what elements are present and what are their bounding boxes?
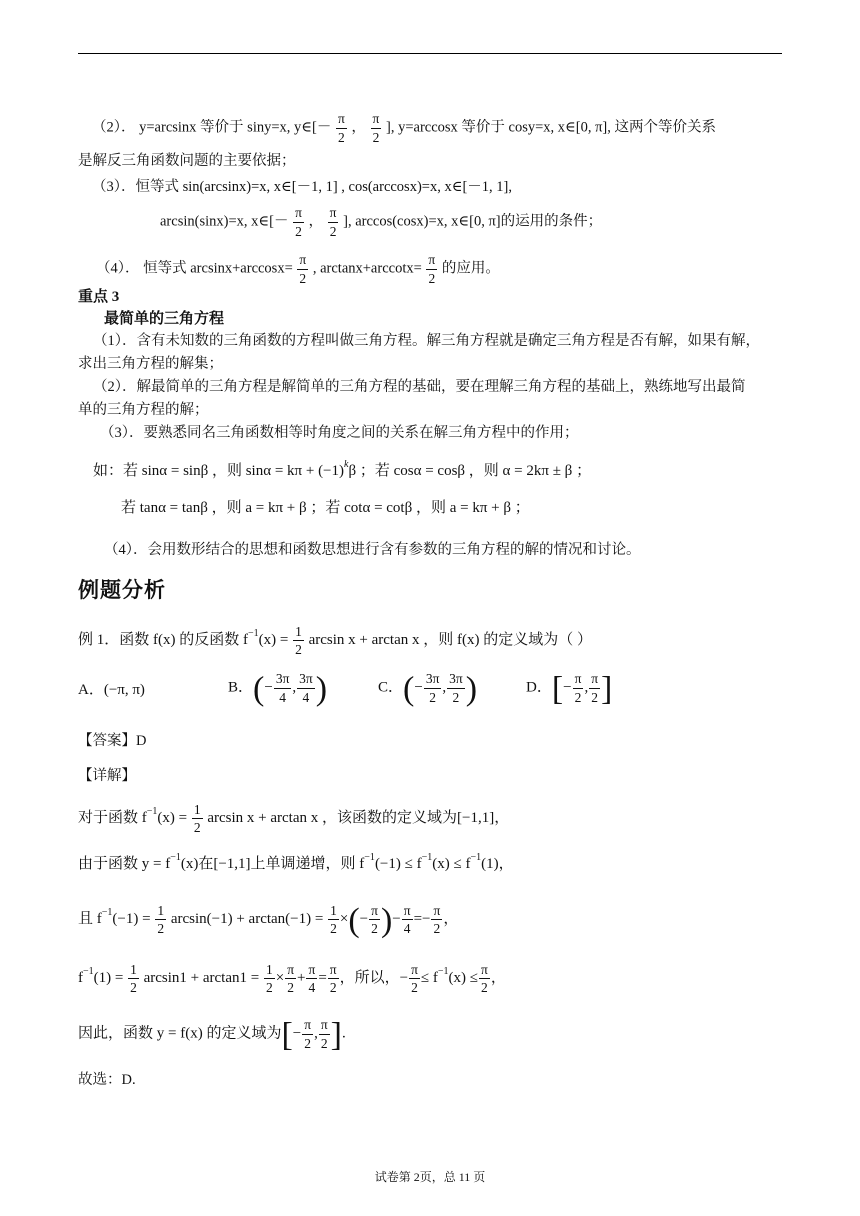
key3-line2: 求出三角方程的解集； — [78, 356, 223, 372]
solution-line-3: 且 $f^{-1}(-1)$ = $\frac{1}{2}$ arcsin(−1) + arctan(−1) = $\frac{1}{2}$ ×(− $\frac{\pi}{2}$ )− $\frac{\pi}{4}$ =− $\frac{\pi}{2}$ ， — [78, 902, 459, 939]
key3-formula-1: 如：若 sinα = sinβ ，则 $\sin\alpha = k\pi + (-1)^k\beta$ ；若 cosα = cosβ ，则 α = 2kπ ± β ； — [93, 459, 592, 479]
fraction: $\frac{\pi}{2}$ — [337, 111, 345, 145]
section-subtitle: 最简单的三角方程 — [104, 311, 225, 327]
fraction: $\frac{\pi}{2}$ — [299, 252, 307, 286]
key3-line1: （1）．含有未知数的三角函数的方程叫做三角方程。解三角方程就是确定三角方程是否有解，如果有解， — [93, 333, 760, 349]
key3-line8: （4）．会用数形结合的思想和函数思想进行含有参数的三角方程的解的情况和讨论。 — [104, 542, 641, 558]
page-footer: 试卷第 2页，总 11 页 — [374, 1170, 486, 1184]
item-3-line1: （3）．恒等式 sin(arcsinx)=x, x∈[－1, 1] , cos(arccosx)=x, x∈[－1, 1], — [92, 179, 512, 195]
fraction: $\frac{1}{2}$ — [193, 801, 201, 836]
fraction: $\frac{\pi}{2}$ — [329, 205, 337, 239]
detail-heading: 【详解】 — [78, 768, 136, 784]
key3-formula-2: 若 tanα = tanβ ，则 a = kπ + β ；若 cotα = cotβ ，则 a = kπ + β ； — [121, 500, 530, 516]
fraction: $\frac{1}{2}$ — [295, 623, 302, 658]
example-1-question: 例 1．函数 f(x) 的反函数 $f^{-1}(x)$ = $\frac{1}{2}$ arcsin x + arctan x ，则 f(x) 的定义域为（ ） — [78, 623, 592, 658]
key3-line3: （2）．解最简单的三角方程是解简单的三角方程的基础，要在理解三角方程的基础上，熟练地写出最简 — [93, 379, 746, 395]
fraction: $\frac{\pi}{2}$ — [428, 252, 436, 286]
fraction: $\frac{\pi}{2}$ — [295, 205, 302, 239]
item-2-line1: （2）． y=arcsinx 等价于 siny=x, y∈[－ $\frac{\pi}{2}$ ， $\frac{\pi}{2}$ ], y=arccosx 等价于 cosy=x, x∈[0, π], 这两个等价关系 — [92, 111, 717, 145]
option-c: C．(− $\frac{3\pi}{2}$ , $\frac{3\pi}{2}$ ) — [378, 670, 478, 708]
option-d: D．[− $\frac{\pi}{2}$ , $\frac{\pi}{2}$ ] — [526, 670, 613, 708]
solution-line-2: 由于函数 $y = f^{-1}(x)$在[−1,1]上单调递增，则 $f^{-1}(-1) \le f^{-1}(x) \le f^{-1}(1)$， — [78, 852, 514, 872]
option-b: B．(− $\frac{3\pi}{4}$ , $\frac{3\pi}{4}$ ) — [228, 670, 328, 708]
item-2-text-b: ], y=arccosx 等价于 cosy=x, x∈[0, π], 这两个等价关系 — [386, 119, 717, 136]
item-3-line2: arcsin(sinx)=x, x∈[－ $\frac{\pi}{2}$ ， $\frac{\pi}{2}$ ], arccos(cosx)=x, x∈[0, π]的运用的条件； — [160, 205, 603, 239]
key3-line5: （3）．要熟悉同名三角函数相等时角度之间的关系在解三角方程中的作用； — [100, 425, 579, 441]
item-4-line: （4）． 恒等式 arcsinx+arccosx= $\frac{\pi}{2}$ , arctanx+arccotx= $\frac{\pi}{2}$ 的应用。 — [96, 252, 500, 286]
key3-line4: 单的三角方程的解； — [78, 402, 209, 418]
header-rule — [78, 53, 782, 54]
option-a: A．(−π, π) — [78, 682, 145, 698]
item-2-number: （2）． — [92, 119, 136, 136]
examples-heading: 例题分析 — [78, 578, 166, 602]
section-title-key3: 重点 3 — [78, 289, 120, 305]
item-2-line2: 是解反三角函数问题的主要依据； — [78, 153, 296, 169]
solution-line-4: $f^{-1}(1)$ = $\frac{1}{2}$ arcsin1 + arctan1 = $\frac{1}{2}$ × $\frac{\pi}{2}$ + $\frac{\pi}{4}$ = $\frac{\pi}{2}$ ，所以，− $\frac{\pi}{2}$ ≤ $f^{-1}(x)$ ≤ $\frac{\pi}{2}$ ， — [78, 961, 506, 996]
fraction: $\frac{\pi}{2}$ — [372, 111, 380, 145]
solution-line-1: 对于函数 $f^{-1}(x)$ = $\frac{1}{2}$ arcsin x + arctan x ，该函数的定义域为[−1,1]， — [78, 801, 510, 836]
item-2-text-a: y=arcsinx 等价于 siny=x, y∈[－ — [139, 119, 332, 136]
answer-line: 【答案】D — [78, 733, 147, 749]
final-choice: 故选：D. — [78, 1072, 136, 1088]
solution-line-5: 因此，函数 y = f(x) 的定义域为[− $\frac{\pi}{2}$ , $\frac{\pi}{2}$ ]. — [78, 1016, 346, 1054]
